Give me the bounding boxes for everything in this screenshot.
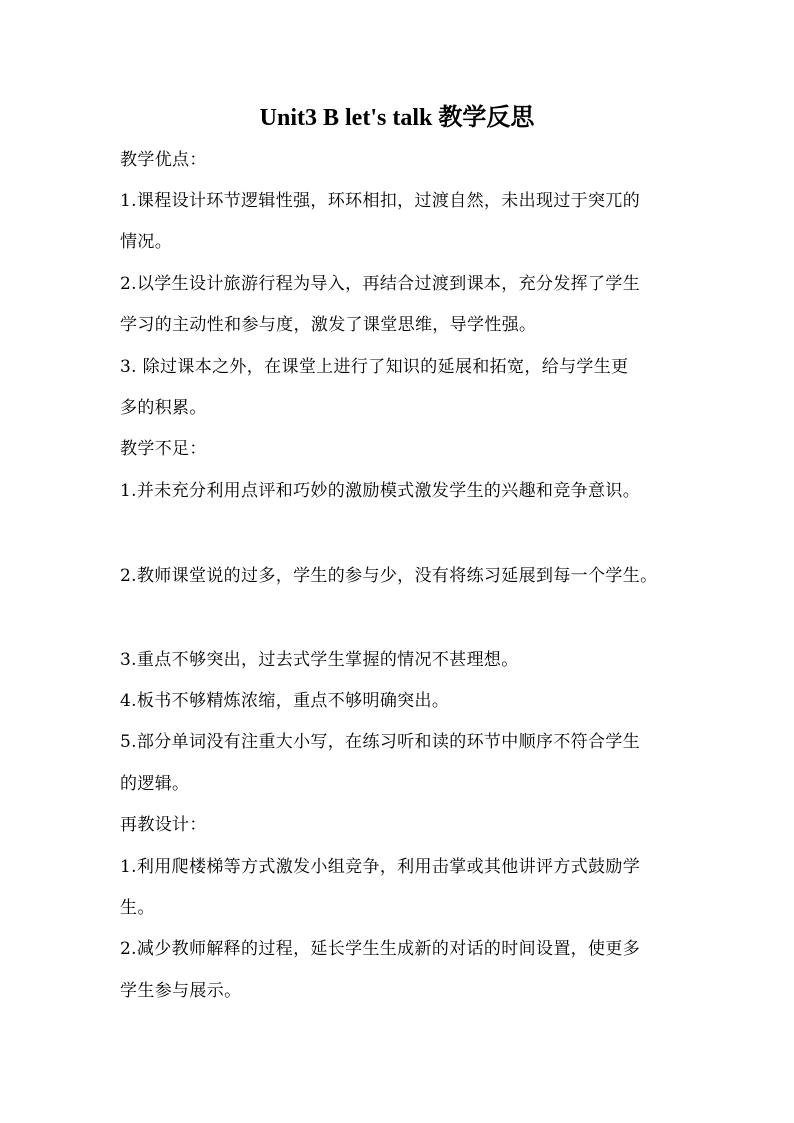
redesign-1-line-1: 1.利用爬楼梯等方式激发小组竞争，利用击掌或其他讲评方式鼓励学 xyxy=(120,857,641,877)
redesign-2-line-2: 学生参与展示。 xyxy=(120,981,242,1001)
strength-3-line-1: 3. 除过课本之外，在课堂上进行了知识的延展和拓宽，给与学生更 xyxy=(120,357,629,377)
section-heading-strengths: 教学优点： xyxy=(120,150,207,170)
weakness-3: 3.重点不够突出，过去式学生掌握的情况不甚理想。 xyxy=(120,650,519,670)
weakness-2: 2.教师课堂说的过多，学生的参与少，没有将练习延展到每一个学生。 xyxy=(120,566,658,586)
strength-2-line-1: 2.以学生设计旅游行程为导入，再结合过渡到课本，充分发挥了学生 xyxy=(120,274,641,294)
weakness-4: 4.板书不够精炼浓缩，重点不够明确突出。 xyxy=(120,691,450,711)
redesign-1-line-2: 生。 xyxy=(120,898,155,918)
weakness-5-line-1: 5.部分单词没有注重大小写，在练习听和读的环节中顺序不符合学生 xyxy=(120,732,641,752)
redesign-2-line-1: 2.减少教师解释的过程，延长学生生成新的对话的时间设置，使更多 xyxy=(120,939,641,959)
weakness-1: 1.并未充分利用点评和巧妙的激励模式激发学生的兴趣和竞争意识。 xyxy=(120,481,641,501)
weakness-5-line-2: 的逻辑。 xyxy=(120,774,190,794)
section-heading-redesign: 再教设计： xyxy=(120,815,207,835)
strength-1-line-2: 情况。 xyxy=(120,232,173,252)
document-title: Unit3 B let's talk 教学反思 xyxy=(259,105,535,131)
strength-2-line-2: 学习的主动性和参与度，激发了课堂思维，导学性强。 xyxy=(120,315,537,335)
strength-1-line-1: 1.课程设计环节逻辑性强，环环相扣，过渡自然，未出现过于突兀的 xyxy=(120,191,641,211)
section-heading-weaknesses: 教学不足： xyxy=(120,439,207,459)
strength-3-line-2: 多的积累。 xyxy=(120,398,207,418)
